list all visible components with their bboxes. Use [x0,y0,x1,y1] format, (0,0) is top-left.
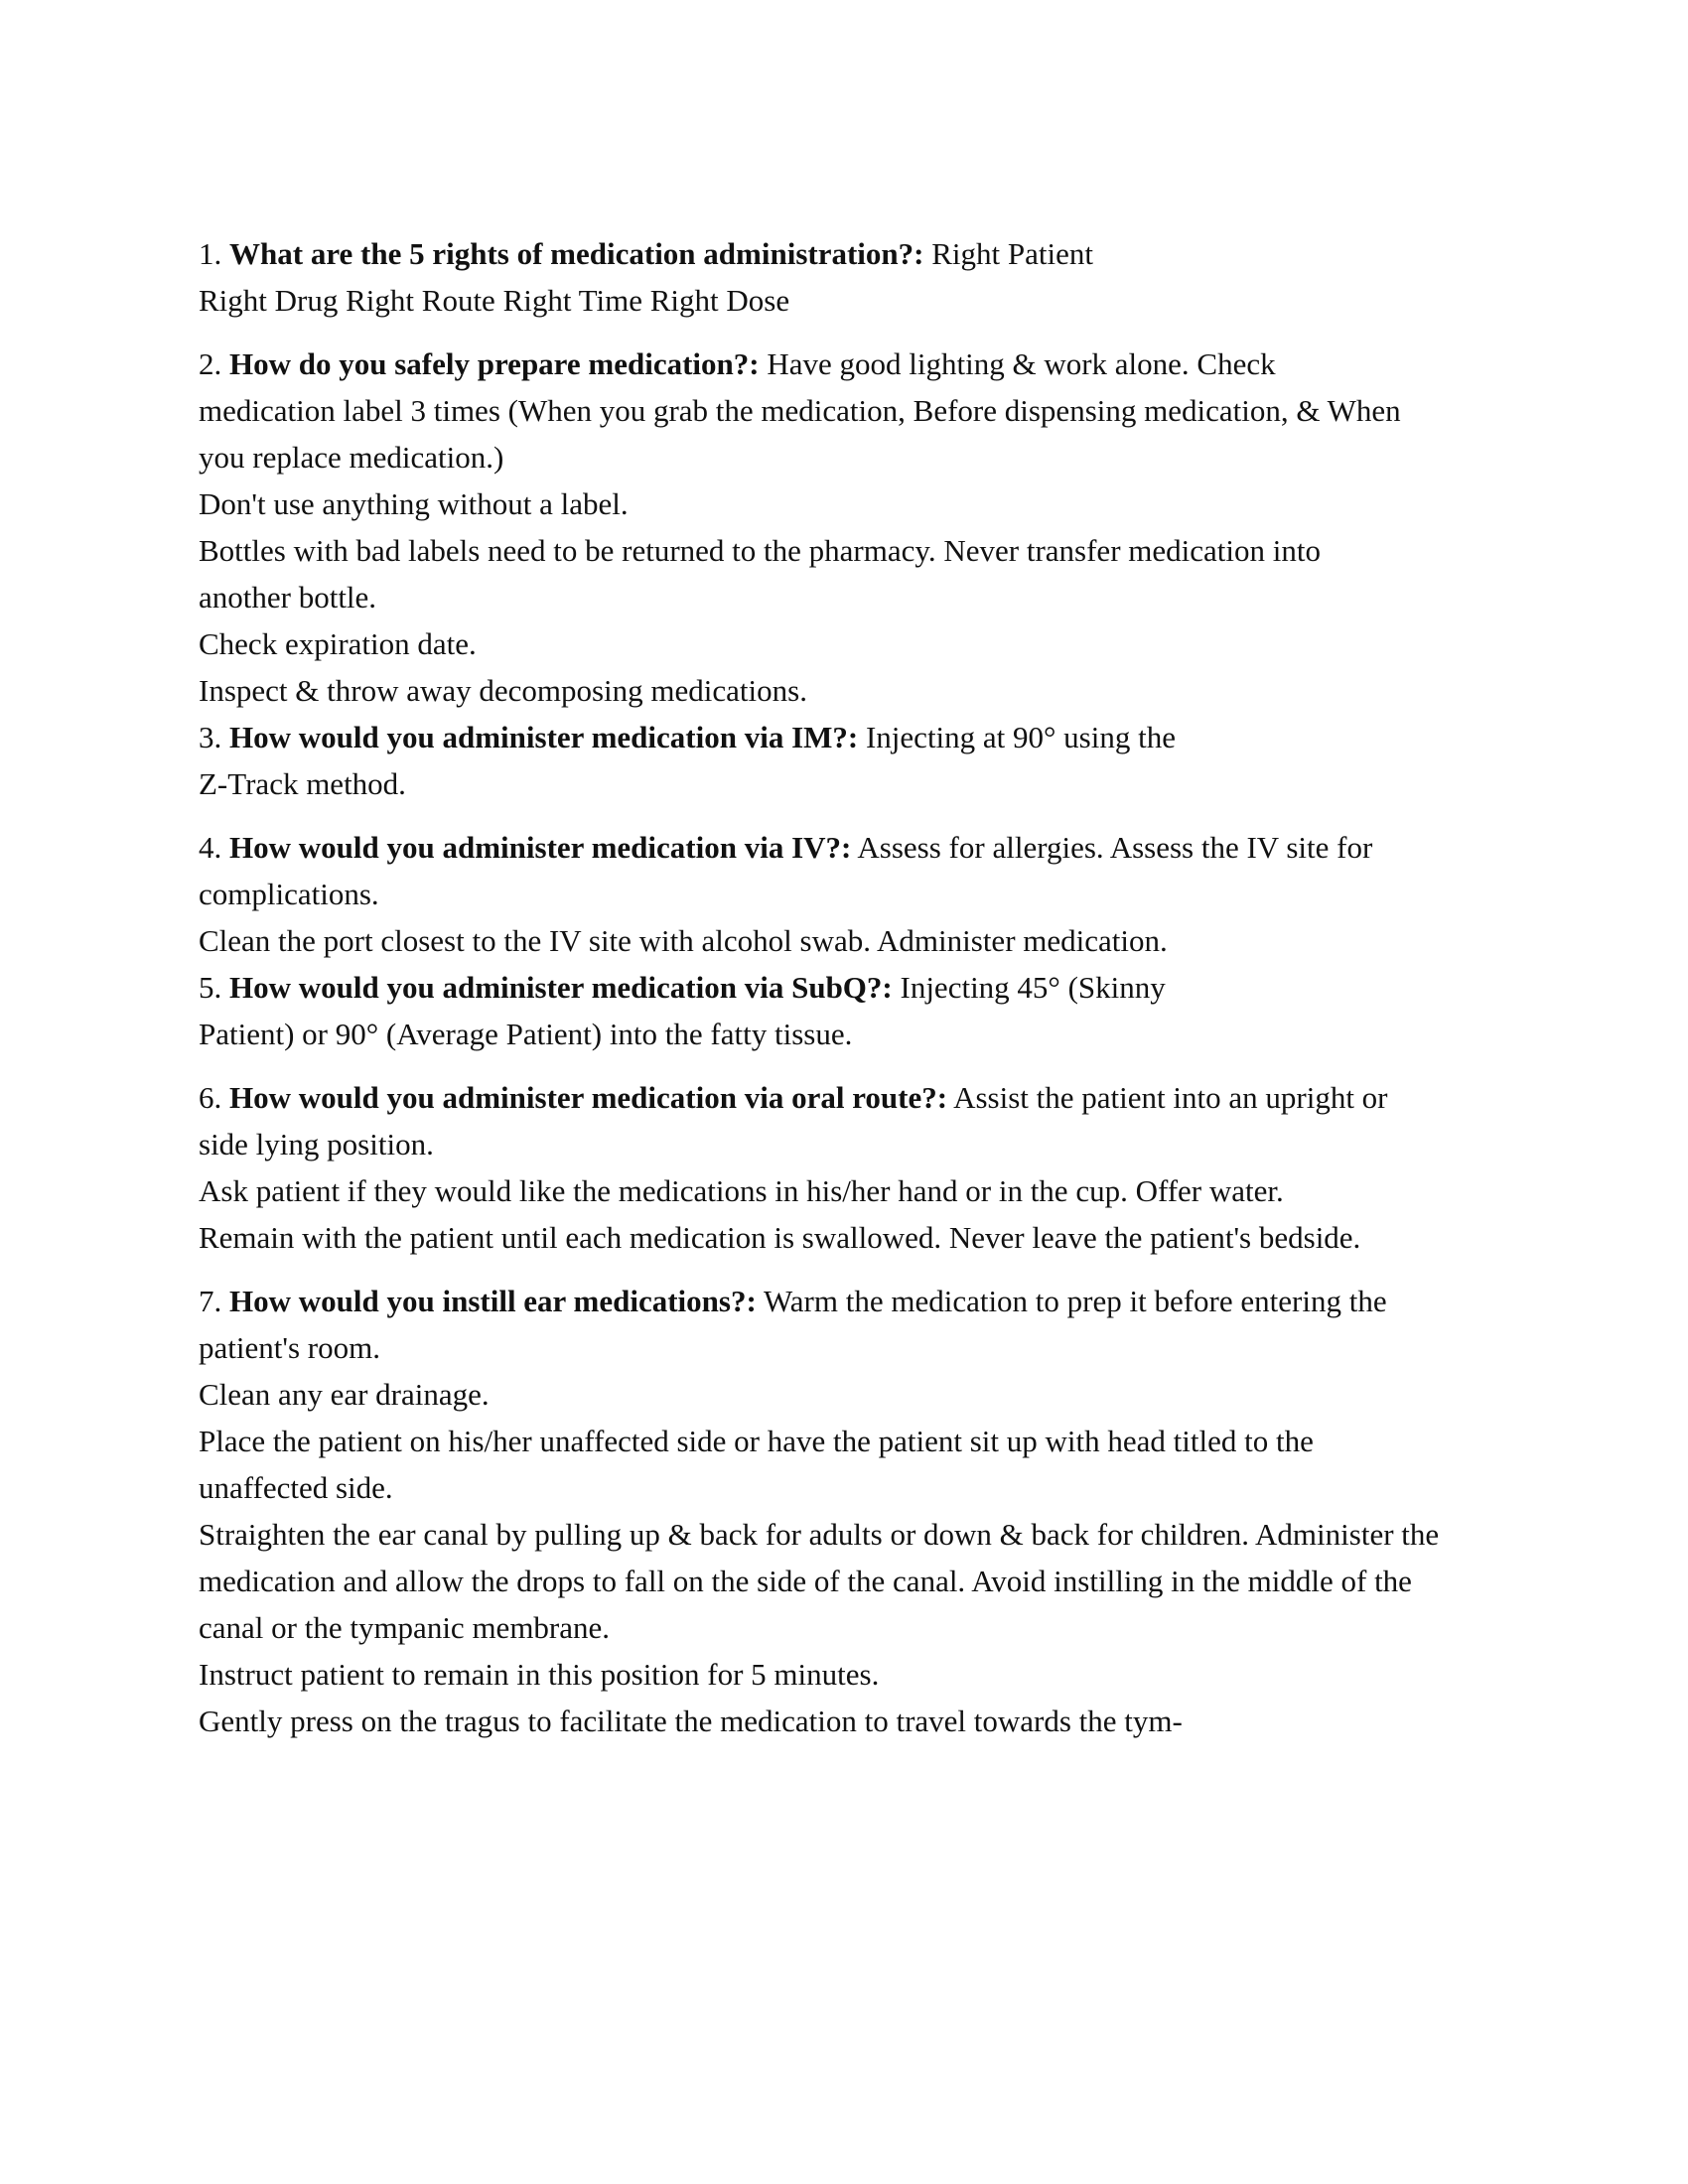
answer-line: Place the patient on his/her unaffected side or have the patient sit up with head titled to the [199,1424,1314,1458]
question-text: How would you administer medication via SubQ?: [229,970,893,1005]
answer-line: Don't use anything without a label. [199,486,629,521]
question-text: How would you administer medication via IM?: [229,720,859,754]
answer-text: Warm the medication to prep it before entering the [763,1284,1387,1318]
answer-text: Injecting 45° (Skinny [900,970,1166,1005]
question-text: How do you safely prepare medication?: [229,346,760,381]
answer-line: Check expiration date. [199,626,477,661]
qa-item-3 [199,714,1509,807]
answer-text: Right Patient [931,236,1093,271]
answer-line: Remain with the patient until each medication is swallowed. Never leave the patient's bedside. [199,1220,1361,1255]
qa-first-line [199,1278,1509,1324]
answer-line: canal or the tympanic membrane. [199,1610,611,1645]
answer-text: Injecting at 90° using the [865,720,1176,754]
answer-line: patient's room. [199,1330,380,1365]
item-number: 7. [199,1284,222,1318]
item-number: 6. [199,1080,222,1115]
qa-item-2 [199,341,1509,714]
qa-item-6 [199,1074,1509,1261]
answer-line: Patient) or 90° (Average Patient) into the fatty tissue. [199,1017,853,1051]
answer-line: Right Drug Right Route Right Time Right Dose [199,283,790,318]
answer-line: Bottles with bad labels need to be returned to the pharmacy. Never transfer medication into [199,533,1321,568]
question-text: How would you administer medication via IV?: [229,830,852,865]
answer-line: medication label 3 times (When you grab the medication, Before dispensing medication, & When [199,393,1401,428]
answer-line: side lying position. [199,1127,434,1161]
answer-line: another bottle. [199,580,377,614]
item-number: 1. [199,236,222,271]
answer-line: Straighten the ear canal by pulling up & back for adults or down & back for children. Administer the [199,1517,1440,1552]
answer-line: Clean any ear drainage. [199,1377,490,1412]
qa-first-line [199,230,1509,277]
answer-text: Assist the patient into an upright or [953,1080,1388,1115]
answer-line: Ask patient if they would like the medications in his/her hand or in the cup. Offer water. [199,1173,1284,1208]
qa-item-4 [199,824,1509,964]
answer-line: Instruct patient to remain in this position for 5 minutes. [199,1657,880,1692]
answer-line: you replace medication.) [199,440,504,475]
answer-line: complications. [199,877,379,911]
qa-first-line [199,1074,1509,1121]
question-text: What are the 5 rights of medication administration?: [229,236,924,271]
question-text: How would you instill ear medications?: [229,1284,757,1318]
item-number: 3. [199,720,222,754]
answer-line: unaffected side. [199,1470,393,1505]
answer-line: Gently press on the tragus to facilitate the medication to travel towards the tym- [199,1704,1183,1738]
document-body [199,230,1509,1744]
qa-first-line [199,341,1509,387]
qa-item-5 [199,964,1509,1057]
answer-line: Inspect & throw away decomposing medications. [199,673,807,708]
question-text: How would you administer medication via oral route?: [229,1080,948,1115]
answer-line: Clean the port closest to the IV site with alcohol swab. Administer medication. [199,923,1168,958]
qa-first-line [199,824,1509,871]
answer-line: Z-Track method. [199,766,406,801]
qa-first-line [199,964,1509,1011]
qa-item-7 [199,1278,1509,1744]
qa-first-line [199,714,1509,760]
qa-item-1 [199,230,1509,324]
answer-text: Assess for allergies. Assess the IV site for [857,830,1373,865]
answer-text: Have good lighting & work alone. Check [767,346,1276,381]
item-number: 5. [199,970,222,1005]
item-number: 4. [199,830,222,865]
item-number: 2. [199,346,222,381]
answer-line: medication and allow the drops to fall on the side of the canal. Avoid instilling in the middle of the [199,1564,1412,1598]
